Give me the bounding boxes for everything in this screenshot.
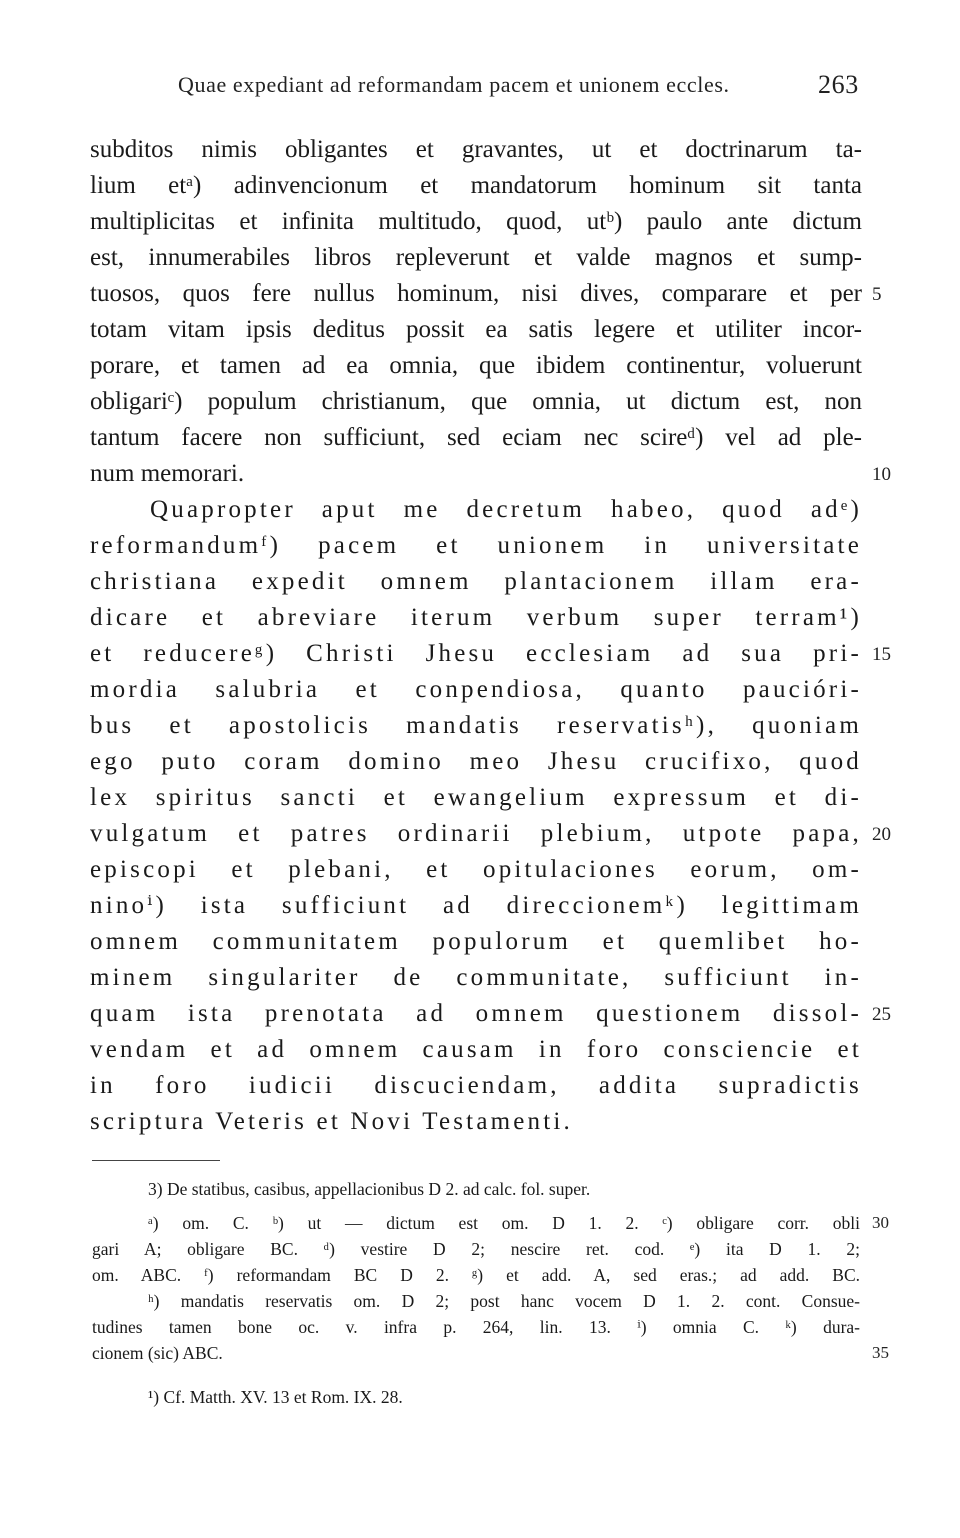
footnote-line: om. ABC. ᶠ) reformandam BC D 2. ᵍ) et add. A, sed eras.; ad add. BC. — [92, 1265, 860, 1285]
text-line: num memorari. — [90, 460, 245, 487]
line-number: 35 — [872, 1343, 889, 1362]
running-title: Quae expediant ad reformandam pacem et unionem eccles. — [178, 72, 730, 97]
text-line: ego puto coram domino meo Jhesu crucifixo, quod — [90, 748, 862, 775]
line-number: 5 — [872, 284, 882, 305]
text-line: Quapropter aput me decretum habeo, quod adᵉ) — [150, 496, 862, 523]
page-number: 263 — [818, 70, 859, 99]
text-line: mordia salubria et conpendiosa, quanto paucióri- — [90, 676, 862, 703]
text-line: vulgatum et patres ordinarii plebium, utpote papa, — [90, 820, 862, 847]
text-line: in foro iudicii discuciendam, addita supradictis — [90, 1072, 862, 1099]
text-line: dicare et abreviare iterum verbum super terram¹) — [90, 604, 862, 631]
text-line: omnem communitatem populorum et quemlibet ho- — [90, 928, 862, 955]
text-line: minem singulariter de communitate, sufficiunt in- — [90, 964, 862, 991]
footnote-line: ¹) Cf. Matth. XV. 13 et Rom. IX. 28. — [148, 1387, 403, 1407]
text-line: porare, et tamen ad ea omnia, que ibidem continentur, voluerunt — [90, 352, 862, 379]
text-line: et reducereᵍ) Christi Jhesu ecclesiam ad sua pri- — [90, 640, 862, 667]
text-line: lex spiritus sancti et ewangelium expressum et di- — [90, 784, 862, 811]
running-header — [178, 72, 878, 98]
text-line: tuosos, quos fere nullus hominum, nisi dives, comparare et per — [90, 280, 862, 307]
footnote-line: cionem (sic) ABC. — [92, 1343, 223, 1363]
footnote-line: ʰ) mandatis reservatis om. D 2; post hanc vocem D 1. 2. cont. Consue- — [148, 1291, 860, 1311]
text-line: obligariᶜ) populum christianum, que omnia, ut dictum est, non — [90, 388, 862, 415]
text-line: quam ista prenotata ad omnem questionem dissol- — [90, 1000, 862, 1027]
text-line: reformandumᶠ) pacem et unionem in universitate — [90, 532, 862, 559]
line-number: 15 — [872, 644, 891, 665]
footnote-line: 3) De statibus, casibus, appellacionibus D 2. ad calc. fol. super. — [148, 1179, 591, 1199]
text-line: totam vitam ipsis deditus possit ea satis legere et utiliter incor- — [90, 316, 862, 343]
text-line: scriptura Veteris et Novi Testamenti. — [90, 1108, 573, 1135]
text-line: lium etᵃ) adinvencionum et mandatorum hominum sit tanta — [90, 172, 862, 199]
text-line: bus et apostolicis mandatis reservatisʰ), quoniam — [90, 712, 862, 739]
text-line: christiana expedit omnem plantacionem illam era- — [90, 568, 862, 595]
line-number: 10 — [872, 464, 891, 485]
footnote-line: ᵃ) om. C. ᵇ) ut — dictum est om. D 1. 2. ᶜ) obligare corr. obli — [148, 1213, 860, 1233]
text-line: episcopi et plebani, et opitulaciones eorum, om- — [90, 856, 862, 883]
footnote-line: tudines tamen bone oc. v. infra p. 264, lin. 13. ⁱ) omnia C. ᵏ) dura- — [92, 1317, 860, 1337]
footnote-line: gari A; obligare BC. ᵈ) vestire D 2; nescire ret. cod. ᵉ) ita D 1. 2; — [92, 1239, 860, 1259]
text-line: subditos nimis obligantes et gravantes, ut et doctrinarum ta- — [90, 136, 862, 163]
line-number: 25 — [872, 1004, 891, 1025]
footnote-rule — [92, 1160, 220, 1161]
text-line: tantum facere non sufficiunt, sed eciam nec scireᵈ) vel ad ple- — [90, 424, 862, 451]
text-line: multiplicitas et infinita multitudo, quod, utᵇ) paulo ante dictum — [90, 208, 862, 235]
line-number: 30 — [872, 1213, 889, 1232]
line-number: 20 — [872, 824, 891, 845]
text-line: vendam et ad omnem causam in foro consciencie et — [90, 1036, 862, 1063]
text-line: est, innumerabiles libros repleverunt et valde magnos et sump- — [90, 244, 862, 271]
text-line: ninoⁱ) ista sufficiunt ad direccionemᵏ) legittimam — [90, 892, 862, 919]
